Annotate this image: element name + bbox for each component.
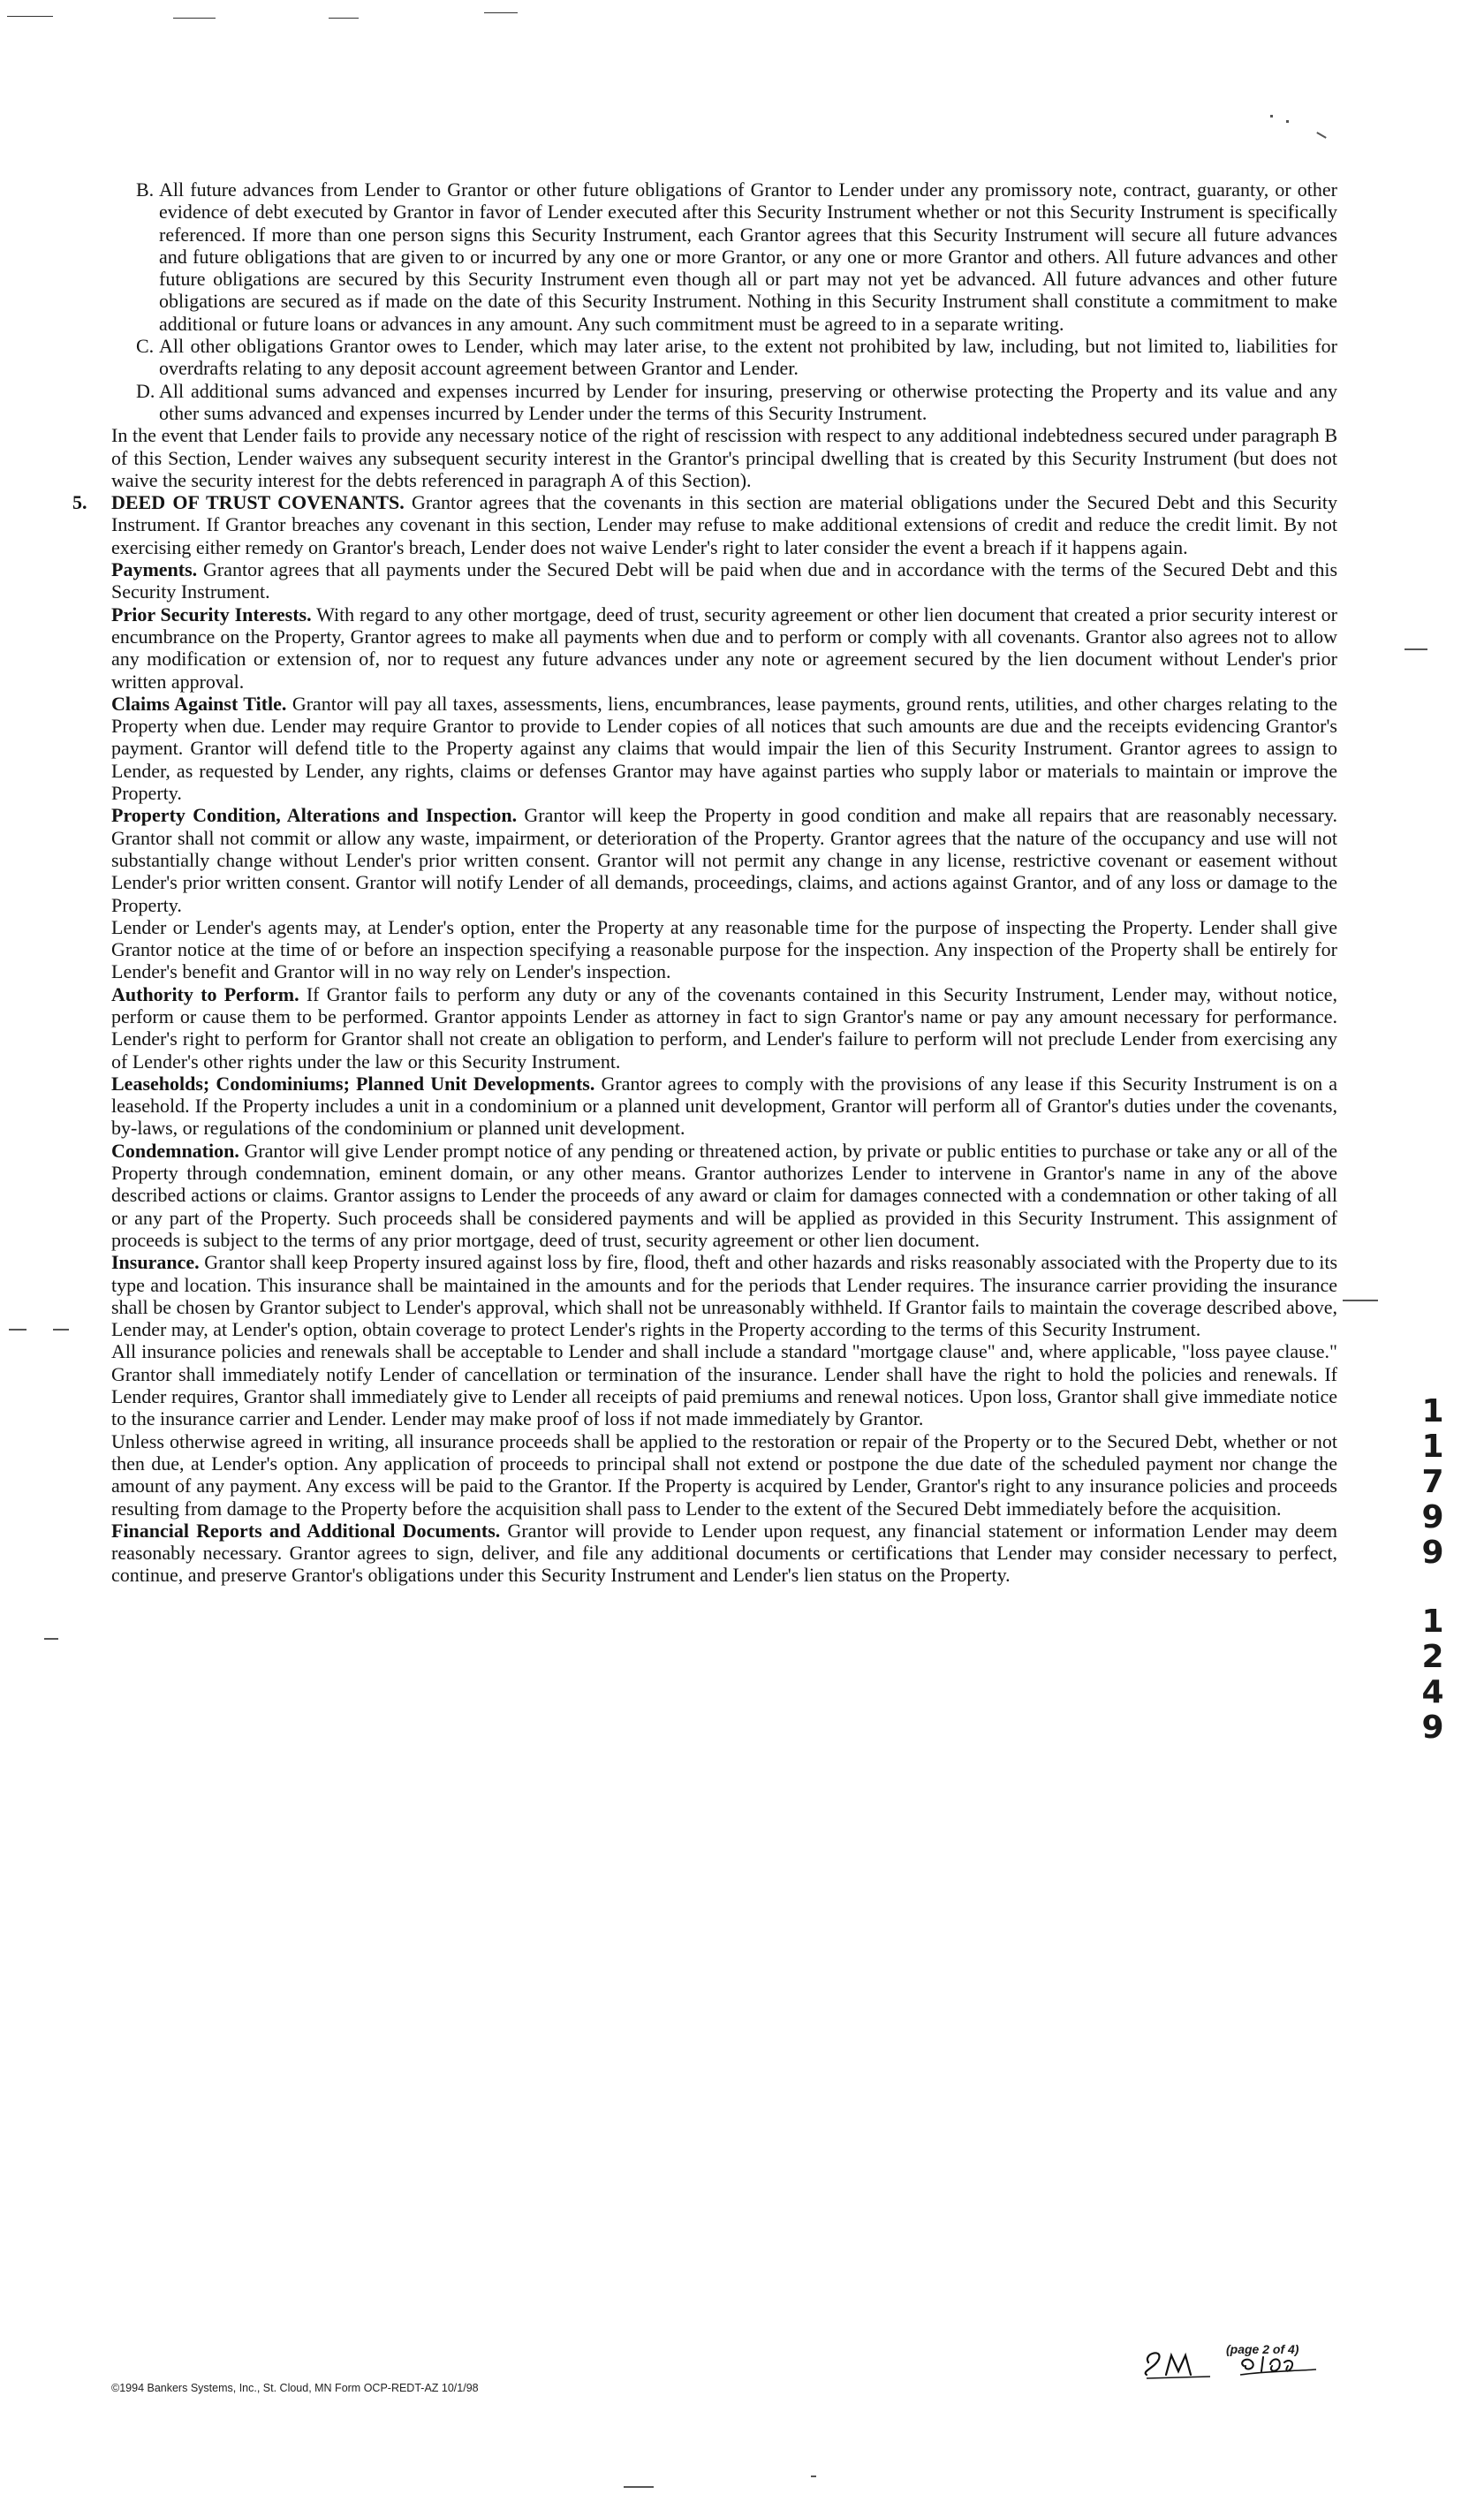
stamp-digit: 7	[1421, 1464, 1444, 1500]
scan-mark	[9, 1329, 26, 1331]
scan-mark	[173, 18, 216, 19]
scan-mark	[329, 18, 359, 19]
scan-mark	[53, 1329, 69, 1331]
stamp-digit: 4	[1421, 1674, 1444, 1710]
form-footer: ©1994 Bankers Systems, Inc., St. Cloud, MN Form OCP-REDT-AZ 10/1/98	[111, 2382, 479, 2394]
stamp-digit: 1	[1421, 1429, 1444, 1465]
covenant-claims-against-title: Claims Against Title. Grantor will pay all taxes, assessments, liens, encumbrances, lease payments, ground rents, utilities, and other charges relating to the Property when due. Lender may require Grantor to provide to Lender copies of all notices that such amounts are due and the receipts evidencing Grantor's payment. Grantor will defend title to the Property against any claims that would impair the lien of this Security Instrument. Grantor agrees to assign to Lender, as requested by Lender, any rights, claims or defenses Grantor may have against parties who supply labor or materials to maintain or improve the Property.	[111, 692, 1338, 805]
stamp-digit: 9	[1421, 1535, 1444, 1571]
covenant-condemnation: Condemnation. Grantor will give Lender prompt notice of any pending or threatened action, by private or public entities to purchase or take any or all of the Property through condemnation, eminent domain, or any other means. Grantor authorizes Lender to intervene in Grantor's name in any of the above described actions or claims. Grantor assigns to Lender the proceeds of any award or claim for damages connected with a condemnation or other taking of all or any part of the Property. Such proceeds shall be considered payments and will be applied as provided in this Security Instrument. This assignment of proceeds is subject to the terms of any prior mortgage, deed of trust, security agreement or other lien document.	[111, 1139, 1337, 1251]
covenant-leaseholds: Leaseholds; Condominiums; Planned Unit Developments. Grantor agrees to comply with the provisions of any lease if this Security Instrument is on a leasehold. If the Property includes a unit in a condominium or a planned unit development, Grantor will perform all of Grantor's duties under the covenants, by-laws, or regulations of the condominium or planned unit development.	[111, 1072, 1338, 1140]
scan-mark	[484, 12, 518, 13]
section-5: 5. DEED OF TRUST COVENANTS. Grantor agrees that the covenants in this section are material obligations under the Secured Debt and this Security Instrument. If Grantor breaches any covenant in this section, Lender may refuse to make additional extensions of credit and reduce the credit limit. By not exercising either remedy on Grantor's breach, Lender does not waive Lender's right to later consider the event a breach if it happens again.	[72, 491, 1337, 558]
items-top	[111, 178, 1337, 424]
covenant-authority-to-perform: Authority to Perform. If Grantor fails to perform any duty or any of the covenants contained in this Security Instrument, Lender may, without notice, perform or cause them to be performed. Grantor appoints Lender as attorney in fact to sign Grantor's name or pay any amount necessary for performance. Lender's right to perform for Grantor shall not create an obligation to perform, and Lender's failure to perform will not preclude Lender from exercising any of Lender's other rights under the law or this Security Instrument.	[111, 982, 1338, 1073]
scan-mark	[7, 16, 53, 17]
scan-mark	[1404, 648, 1427, 650]
covenant-inspection: Lender or Lender's agents may, at Lender's option, enter the Property at any reasonable time for the purpose of inspecting the Property. Lender shall give Grantor notice at the time of or before an inspection specifying a reasonable purpose for the inspection. Any inspection of the Property shall be entirely for Lender's benefit and Grantor will in no way rely on Lender's inspection.	[111, 915, 1337, 983]
covenant-prior-security-interests: Prior Security Interests. With regard to any other mortgage, deed of trust, security agreement or other lien document that created a prior security interest or encumbrance on the Property, Grantor agrees to make all payments when due and to perform or comply with all covenants. Grantor also agrees not to allow any modification or extension of, nor to request any future advances under any note or agreement secured by the lien document without Lender's prior written approval.	[111, 603, 1337, 693]
covenant-property-condition: Property Condition, Alterations and Inspection. Grantor will keep the Property in good condition and make all repairs that are reasonably necessary. Grantor shall not commit or allow any waste, impairment, or deterioration of the Property. Grantor agrees that the nature of the occupancy and use will not substantially change without Lender's prior written consent. Grantor will not permit any change in any license, restrictive covenant or easement without Lender's prior written consent. Grantor will notify Lender of all demands, proceedings, claims, and actions against Grantor, and of any loss or damage to the Property.	[111, 804, 1338, 916]
covenant-insurance-policies: All insurance policies and renewals shall be acceptable to Lender and shall include a standard "mortgage clause" and, where applicable, "loss payee clause." Grantor shall immediately notify Lender of cancellation or termination of the insurance. Lender shall have the right to hold the policies and renewals. If Lender requires, Grantor shall immediately give to Lender all receipts of paid premiums and renewal notices. Upon loss, Grantor shall give immediate notice to the insurance carrier and Lender. Lender may make proof of loss if not made immediately by Grantor.	[111, 1340, 1337, 1430]
section-number: 5.	[72, 491, 87, 514]
covenant-financial-reports: Financial Reports and Additional Documents. Grantor will provide to Lender upon request, any financial statement or information Lender may deem reasonably necessary. Grantor agrees to sign, deliver, and file any additional documents or certifications that Lender may consider necessary to perfect, continue, and preserve Grantor's obligations under this Security Instrument and Lender's lien status on the Property.	[111, 1519, 1338, 1587]
stamp-digit: 2	[1421, 1639, 1444, 1675]
covenant-insurance: Insurance. Grantor shall keep Property insured against loss by fire, flood, theft and other hazards and risks reasonably associated with the Property due to its type and location. This insurance shall be maintained in the amounts and for the periods that Lender requires. The insurance carrier providing the insurance shall be chosen by Grantor subject to Lender's approval, which shall not be unreasonably withheld. If Grantor fails to maintain the coverage described above, Lender may, at Lender's option, obtain coverage to protect Lender's rights in the Property according to the terms of this Security Instrument.	[111, 1251, 1338, 1341]
stamp-gap	[1417, 1573, 1449, 1606]
initials-sm-stroke	[1146, 2353, 1191, 2375]
stamp-digit: 9	[1421, 1710, 1444, 1746]
scan-mark	[1270, 115, 1273, 118]
scan-mark	[1316, 132, 1326, 139]
scan-mark	[1343, 1300, 1378, 1301]
stamp-digit: 1	[1421, 1393, 1444, 1429]
scan-mark	[811, 2475, 816, 2477]
stamp-digit: 9	[1421, 1499, 1444, 1535]
initials-blc-stroke	[1242, 2357, 1292, 2371]
stamp-digit: 1	[1421, 1604, 1444, 1640]
list-item: C. All other obligations Grantor owes to Lender, which may later arise, to the extent not prohibited by law, including, but not limited to, liabilities for overdrafts relating to any deposit account agreement between Grantor and Lender.	[136, 335, 1337, 380]
scan-mark	[1286, 120, 1289, 123]
initials-underline	[1147, 2377, 1210, 2378]
recording-number-stamp	[1417, 1393, 1449, 1748]
list-item: D. All additional sums advanced and expenses incurred by Lender for insuring, preserving or otherwise protecting the Property and its value and any other sums advanced and expenses incurred by Lender under the terms of this Security Instrument.	[136, 379, 1337, 424]
scan-mark	[44, 1638, 58, 1640]
list-item: B. All future advances from Lender to Grantor or other future obligations of Grantor to Lender under any promissory note, contract, guaranty, or other evidence of debt executed by Grantor in favor of Lender executed after this Security Instrument whether or not this Security Instrument is specifically referenced. If more than one person signs this Security Instrument, each Grantor agrees that this Security Instrument will secure all future advances and future obligations that are given to or incurred by any one or more Grantor, or any one or more Grantor and others. All future advances and other future obligations are secured by this Security Instrument even though all or part may not yet be advanced. All future advances and other future obligations are secured as if made on the date of this Security Instrument. Nothing in this Security Instrument shall constitute a commitment to make additional or future loans or advances in any amount. Any such commitment must be agreed to in a separate writing.	[136, 178, 1337, 335]
initials-underline	[1240, 2369, 1316, 2375]
scan-mark	[624, 2486, 654, 2488]
page-indicator: (page 2 of 4)	[1226, 2342, 1299, 2356]
covenant-insurance-proceeds: Unless otherwise agreed in writing, all insurance proceeds shall be applied to the restoration or repair of the Property or to the Secured Debt, whether or not then due, at Lender's option. Any application of proceeds to principal shall not extend or postpone the due date of the scheduled payment nor change the amount of any payment. Any excess will be paid to the Grantor. If the Property is acquired by Lender, Grantor's right to any insurance policies and proceeds resulting from damage to the Property before the acquisition shall pass to Lender to the extent of the Secured Debt immediately before the acquisition.	[111, 1429, 1337, 1520]
covenant-payments: Payments. Grantor agrees that all payments under the Secured Debt will be paid when due and in accordance with the terms of the Secured Debt and this Security Instrument.	[111, 558, 1338, 603]
section-heading: DEED OF TRUST COVENANTS.	[111, 491, 405, 514]
rescission-paragraph: In the event that Lender fails to provide any necessary notice of the right of rescission with respect to any additional indebtedness secured under paragraph B of this Section, Lender waives any subsequent security interest in the Grantor's principal dwelling that is created by this Security Instrument (but does not waive the security interest for the debts referenced in paragraph A of this Section).	[111, 424, 1337, 491]
body-text	[72, 178, 1338, 1587]
